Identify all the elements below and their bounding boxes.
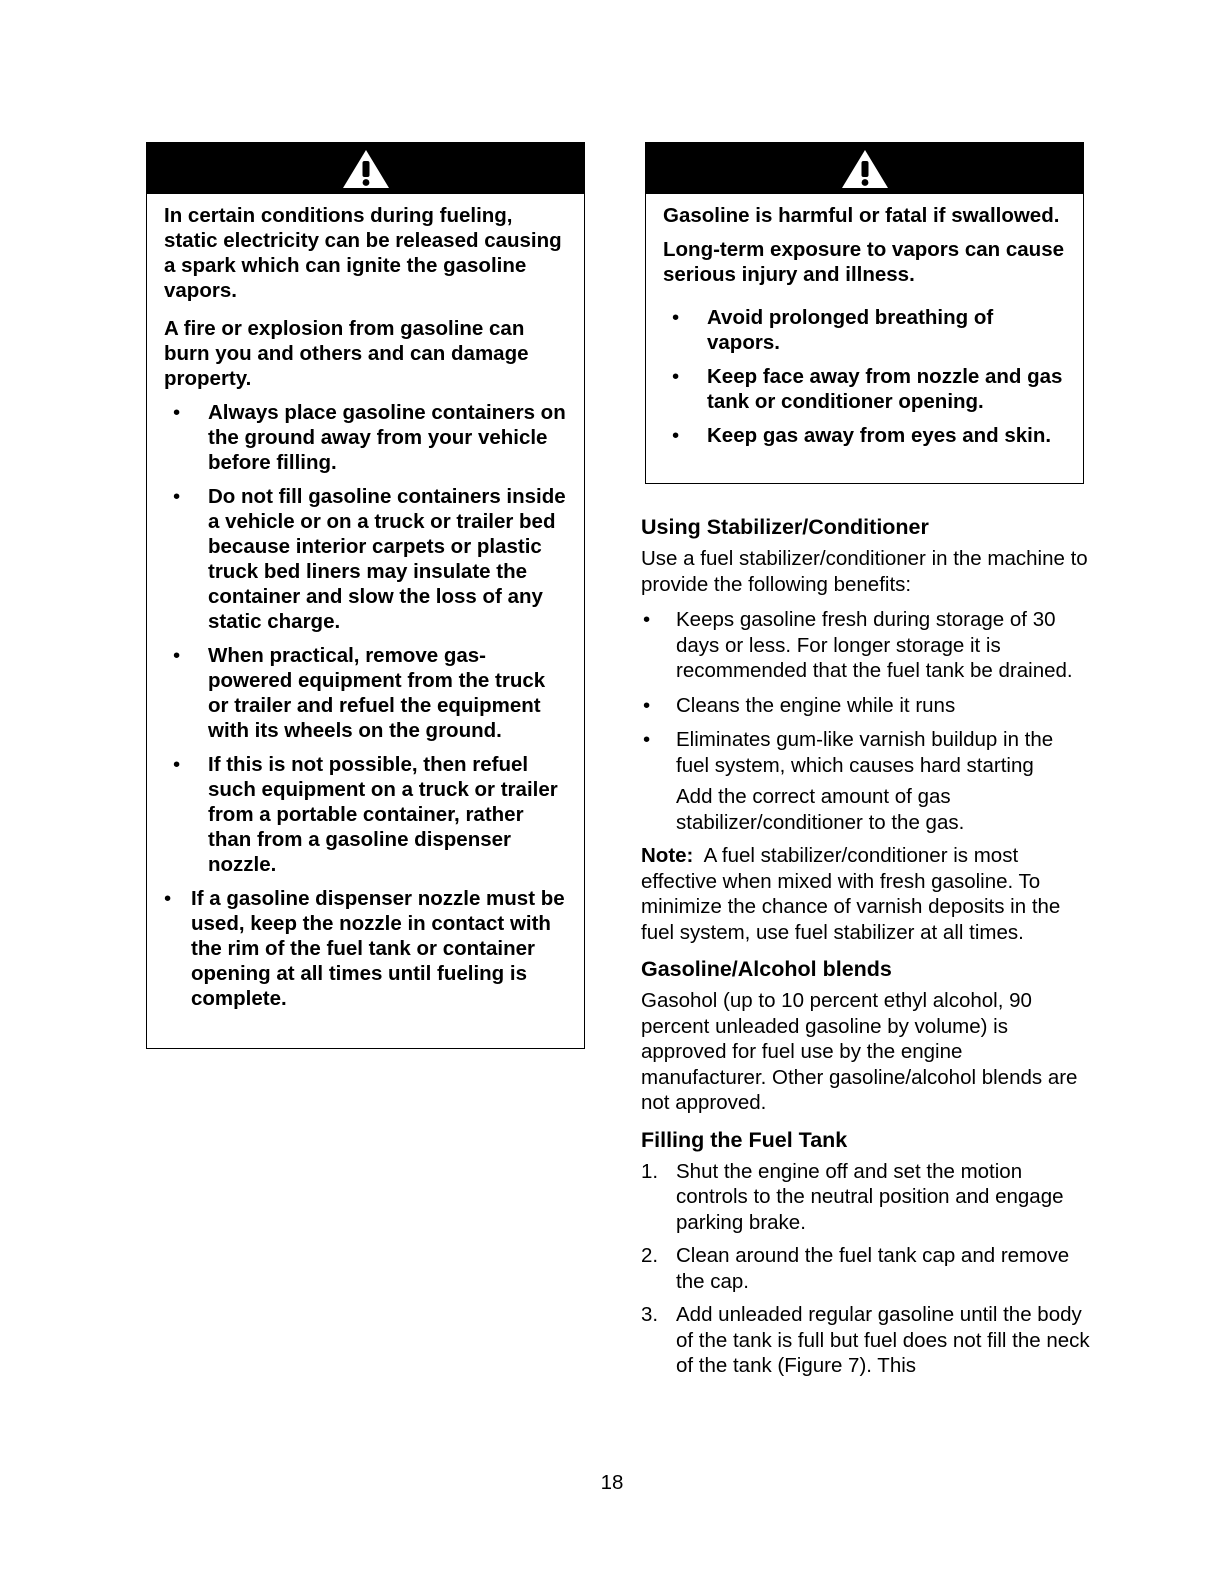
warning-bullet: • If a gasoline dispenser nozzle must be used, keep the nozzle in contact with the rim of the fuel tank or container opening at all times until fueling is complete. [156,886,570,1011]
page-number: 18 [600,1471,624,1494]
stabilizer-benefits-list [641,607,1091,778]
warning-bullet: • Keep gas away from eyes and skin. [663,423,1069,448]
warning-bullet: • When practical, remove gas-powered equipment from the truck or trailer and refuel the equipment with its wheels on the ground. [164,643,570,743]
step-number: 3. [641,1303,659,1326]
warning-bullet-list [663,305,1069,448]
warning-header-bar [147,143,584,194]
warning-header-bar [646,143,1083,194]
stabilizer-add-text: Add the correct amount of gas stabilizer/conditioner to the gas. [676,785,965,834]
note-label: Note: [641,844,694,867]
stabilizer-heading: Using Stabilizer/Conditioner [641,515,929,539]
warning-paragraph: A fire or explosion from gasoline can burn you and others and can damage property. [164,317,529,390]
blends-heading: Gasoline/Alcohol blends [641,957,892,981]
fueling-static-warning-box [146,142,585,1049]
gasoline-health-warning-box [645,142,1084,484]
blends-text: Gasohol (up to 10 percent ethyl alcohol, 90 percent unleaded gasoline by volume) is approved for fuel use by the engine manufacturer. Other gasoline/alcohol blends are not approved. [641,989,1078,1114]
step-text: Shut the engine off and set the motion controls to the neutral position and engage parking brake. [676,1159,1064,1234]
warning-bullet-list [164,400,570,1011]
warning-triangle-icon [840,148,890,190]
step-text: Clean around the fuel tank cap and remove the cap. [676,1244,1070,1293]
warning-bullet: • Always place gasoline containers on the ground away from your vehicle before filling. [164,400,570,475]
benefit-item: • Eliminates gum-like varnish buildup in the fuel system, which causes hard starting [641,727,1091,778]
warning-bullet: • Avoid prolonged breathing of vapors. [663,305,1069,355]
warning-paragraph: Gasoline is harmful or fatal if swallowed. [663,204,1060,227]
benefit-item: • Keeps gasoline fresh during storage of 30 days or less. For longer storage it is recommended that the fuel tank be drained. [641,607,1091,684]
filling-step [641,1302,1091,1379]
warning-body [147,194,584,1028]
filling-heading: Filling the Fuel Tank [641,1127,848,1152]
filling-step [641,1159,1091,1236]
warning-bullet: • Do not fill gasoline containers inside a vehicle or on a truck or trailer bed because interior carpets or plastic truck bed liners may insulate the container and slow the loss of any static charge. [164,484,570,634]
note-text: A fuel stabilizer/conditioner is most effective when mixed with fresh gasoline. To minimize the chance of varnish deposits in the fuel system, use fuel stabilizer at all times. [641,844,1061,944]
filling-steps-list [641,1159,1091,1379]
benefit-item: • Cleans the engine while it runs [641,693,1091,719]
filling-step [641,1243,1091,1294]
step-text: Add unleaded regular gasoline until the body of the tank is full but fuel does not fill the neck of the tank (Figure 7). This [676,1303,1090,1377]
step-number: 2. [641,1244,659,1267]
warning-triangle-icon [341,148,391,190]
fuel-instructions-column [641,505,1091,1387]
warning-paragraph: Long-term exposure to vapors can cause serious injury and illness. [663,238,1065,286]
warning-body [646,194,1083,465]
stabilizer-note [641,843,1091,945]
step-number: 1. [641,1159,659,1183]
stabilizer-intro: Use a fuel stabilizer/conditioner in the machine to provide the following benefits: [641,547,1088,596]
warning-paragraph: In certain conditions during fueling, static electricity can be released causing a spark which can ignite the gasoline vapors. [164,204,562,302]
warning-bullet: • If this is not possible, then refuel such equipment on a truck or trailer from a portable container, rather than from a gasoline dispenser nozzle. [164,752,570,877]
warning-bullet: • Keep face away from nozzle and gas tank or conditioner opening. [663,364,1069,414]
